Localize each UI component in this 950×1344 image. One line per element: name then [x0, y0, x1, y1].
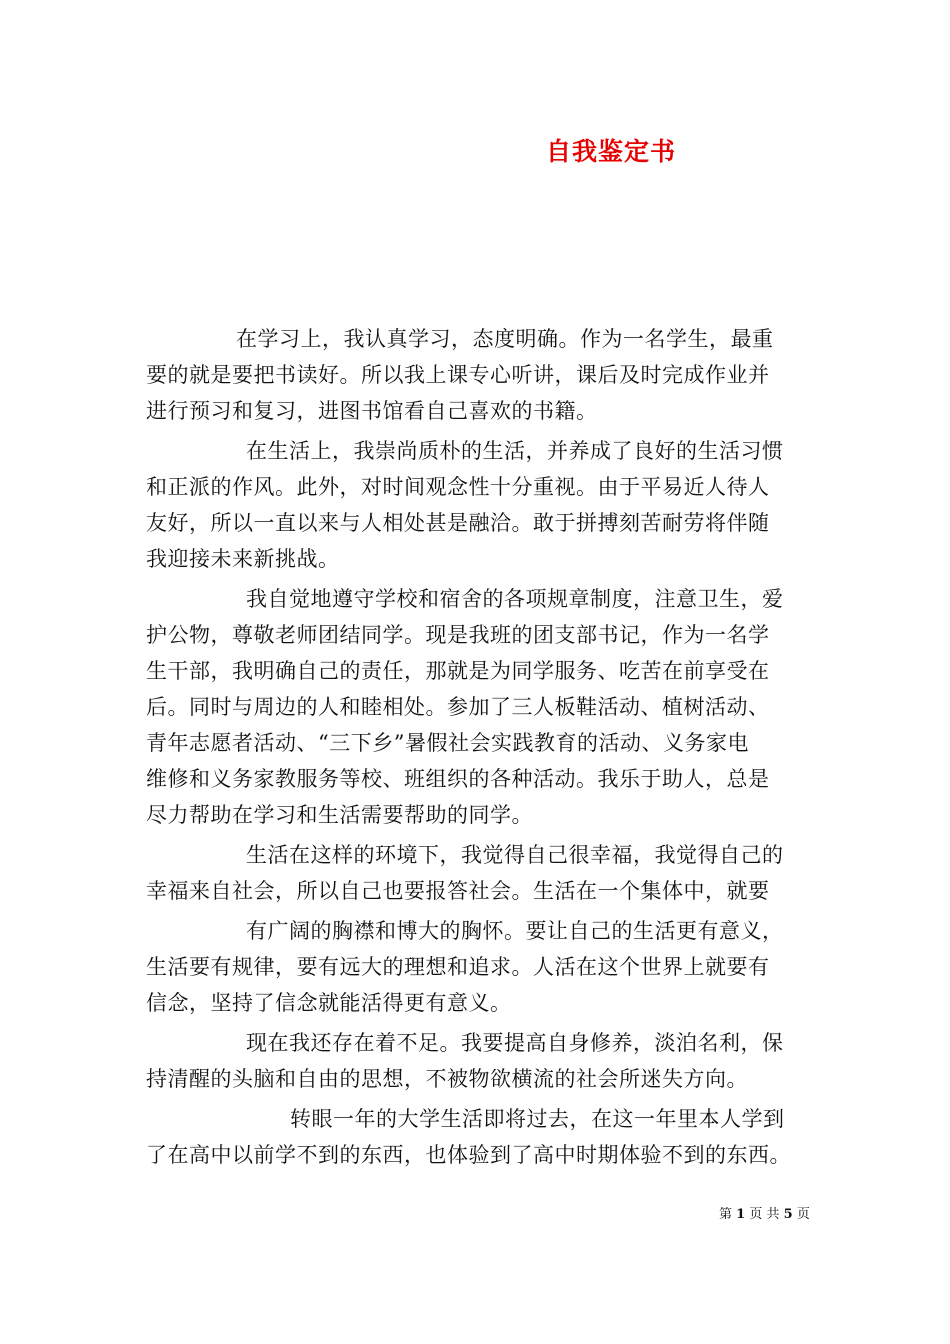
page-footer	[719, 1203, 810, 1222]
body-line: 青年志愿者活动、“三下乡”暑假社会实践教育的活动、义务家电	[146, 731, 749, 755]
body-line: 要的就是要把书读好。所以我上课专心听讲，课后及时完成作业并	[146, 363, 770, 387]
body-line: 了在高中以前学不到的东西，也体验到了高中时期体验不到的东西。	[146, 1143, 791, 1167]
body-line: 生干部，我明确自己的责任，那就是为同学服务、吃苦在前享受在	[146, 659, 770, 683]
body-line: 尽力帮助在学习和生活需要帮助的同学。	[146, 803, 533, 827]
body-line: 后。同时与周边的人和睦相处。参加了三人板鞋活动、植树活动、	[146, 695, 770, 719]
body-line: 信念，坚持了信念就能活得更有意义。	[146, 991, 512, 1015]
document-title: 自我鉴定书	[546, 137, 677, 166]
body-line: 生活在这样的环境下，我觉得自己很幸福，我觉得自己的	[246, 843, 784, 867]
body-line: 护公物，尊敬老师团结同学。现是我班的团支部书记，作为一名学	[146, 623, 770, 647]
body-line: 和正派的作风。此外，对时间观念性十分重视。由于平易近人待人	[146, 475, 770, 499]
body-line: 我迎接未来新挑战。	[146, 547, 340, 571]
body-line: 维修和义务家教服务等校、班组织的各种活动。我乐于助人，总是	[146, 767, 770, 791]
body-line: 持清醒的头脑和自由的思想，不被物欲横流的社会所迷失方向。	[146, 1067, 748, 1091]
footer-prefix: 第	[719, 1207, 733, 1222]
body-line: 在学习上，我认真学习，态度明确。作为一名学生，最重	[236, 327, 774, 351]
footer-page-number: 1	[736, 1207, 746, 1222]
body-line: 我自觉地遵守学校和宿舍的各项规章制度，注意卫生，爱	[246, 587, 784, 611]
body-line: 生活要有规律，要有远大的理想和追求。人活在这个世界上就要有	[146, 955, 770, 979]
body-line: 幸福来自社会，所以自己也要报答社会。生活在一个集体中，就要	[146, 879, 770, 903]
footer-total-pages: 5	[783, 1207, 793, 1222]
footer-middle: 页 共	[749, 1207, 780, 1222]
body-line: 转眼一年的大学生活即将过去，在这一年里本人学到	[290, 1107, 785, 1131]
body-line: 在生活上，我崇尚质朴的生活，并养成了良好的生活习惯	[246, 439, 784, 463]
body-line: 现在我还存在着不足。我要提高自身修养，淡泊名利，保	[246, 1031, 784, 1055]
body-line: 友好，所以一直以来与人相处甚是融洽。敢于拼搏刻苦耐劳将伴随	[146, 511, 770, 535]
footer-suffix: 页	[796, 1207, 810, 1222]
body-line: 进行预习和复习，进图书馆看自己喜欢的书籍。	[146, 399, 598, 423]
body-line: 有广阔的胸襟和博大的胸怀。要让自己的生活更有意义，	[246, 919, 784, 943]
